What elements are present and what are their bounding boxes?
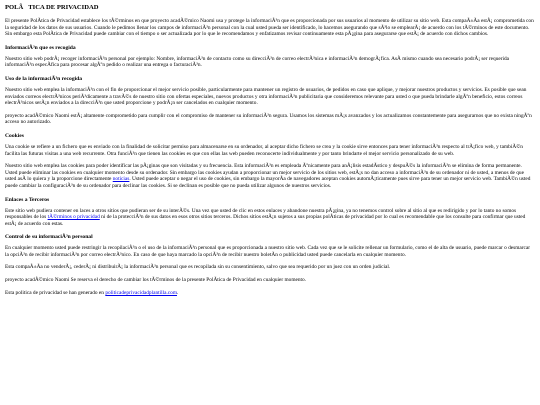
section-heading-cookies: Cookies	[5, 132, 24, 139]
footer-text: Esta politica de privacidad se han generado en	[5, 289, 106, 296]
intro-paragraph: El presente PolÃtica de Privacidad establece los tÃ©rminos en que proyecto acadÃ©mico Naomi usa y protege la informaciÃ³n que es proporcionada por sus usuarios al momento de utilizar su sitio web. Esta compaÃ±Ãa estÃ¡ comprometida con la seguridad de los datos de sus usuarios. Cuando le pedimos llenar los campos de informaciÃ³n personal con la cual usted pueda ser identificado, lo hacemos asegurando que sÃ³lo se emplearÃ¡ de acuerdo con los tÃ©rminos de este documento. Sin embargo esta PolÃtica de Privacidad puede cambiar con el tiempo o ser actualizada por lo que le recomendamos y enfatizamos revisar continuamente esta pÃ¡gina para asegurarse que estÃ¡ de acuerdo con dichos cambios.	[5, 18, 534, 38]
section-heading-personal-control: Control de su informaciÃ³n personal	[5, 234, 93, 241]
cookies-usage-text-end: . Usted puede aceptar o negar el uso de cookies, sin embargo la mayorÃa de navegadores aceptan cookies automÃ¡ticamente pues sirve para tener un mejor servicio web. TambiÃ©n usted puede cambiar la configuraciÃ³n de su ordenador para declinar las cookies. Si se declinan es posible que no pueda utilizar algunos de nuestros servicios.	[5, 176, 531, 189]
info-collected-paragraph: Nuestro sitio web podrÃ¡ recoger informaciÃ³n personal por ejemplo: Nombre, informaciÃ³n de contacto como su direcciÃ³n de correo electrÃ³nica e informaciÃ³n demogrÃ¡fica. AsÃ mismo cuando sea necesario podrÃ¡ ser requerida informaciÃ³n especÃfica para procesar algÃºn pedido o realizar una entrega o facturaciÃ³n.	[5, 55, 510, 69]
section-heading-info-collected: InformaciÃ³n que es recogida	[5, 44, 76, 51]
security-paragraph: proyecto acadÃ©mico Naomi estÃ¡ altamente comprometido para cumplir con el compromiso de mantener su informaciÃ³n segura. Usamos los sistemas mÃ¡s avanzados y los actualizamos constantemente para asegurarnos que no exista ningÃºn acceso no autorizado.	[5, 112, 532, 126]
personal-control-paragraph: En cualquier momento usted puede restringir la recopilaciÃ³n o el uso de la informaciÃ³n personal que es proporcionada a nuestro sitio web. Cada vez que se le solicite rellenar un formulario, como el de alta de usuario, puede marcar o desmarcar la opciÃ³n de recibir informaciÃ³n por correo electrÃ³nico. En caso de que haya marcado la opciÃ³n de recibir nuestro boletÃn o publicidad usted puede cancelarla en cualquier momento.	[5, 245, 531, 258]
section-heading-third-party-links: Enlaces a Terceros	[5, 196, 50, 203]
third-party-text-end: ni de la protecciÃ³n de sus datos en esos otros sitios terceros. Dichos sitios estÃ¡n sujetos a sus propias polÃticas de privacidad por lo cual es recomendable que los consulte para confirmar que usted estÃ¡ de acuerdo con estas.	[5, 214, 526, 227]
policy-change-paragraph: proyecto acadÃ©mico Naomi Se reserva el derecho de cambiar los tÃ©rminos de la presente PolÃtica de Privacidad en cualquier momento.	[5, 277, 307, 284]
noticias-link[interactable]: noticias	[112, 176, 130, 183]
third-party-text: Este sitio web pudiera contener en laces a otros sitios que pudieran ser de su interÃ©s. Una vez que usted de clic en estos enlaces y abandone nuestra pÃ¡gina, ya no tenemos control sobre al sitio al que es redirigido y por lo tanto no somos responsables de los	[5, 207, 517, 221]
info-use-paragraph: Nuestro sitio web emplea la informaciÃ³n con el fin de proporcionar el mejor servicio posible, particularmente para mantener un registro de usuarios, de pedidos en caso que aplique, y mejorar nuestros productos y servicios. Es posible que sean enviados correos electrÃ³nicos periÃ³dicamente a travÃ©s de nuestro sitio con ofertas especiales, nuevos productos y otra informaciÃ³n publicitaria que consideremos relevante para usted o que pueda brindarle algÃºn beneficio, estos correos electrÃ³nicos serÃ¡n enviados a la direcciÃ³n que usted proporcione y podrÃ¡n ser cancelados en cualquier momento.	[5, 86, 527, 107]
generator-footer	[5, 290, 535, 297]
cookies-usage-paragraph	[5, 163, 535, 189]
no-sale-paragraph: Esta compaÃ±Ãa no venderÃ¡, cederÃ¡ ni distribuirÃ¡ la informaciÃ³n personal que es recopilada sin su consentimiento, salvo que sea requerido por un juez con un orden judicial.	[5, 264, 391, 271]
section-heading-info-use: Uso de la informaciÃ³n recogida	[5, 75, 83, 82]
third-party-paragraph	[5, 208, 535, 228]
footer-end: .	[176, 289, 179, 296]
cookies-paragraph: Una cookie se refiere a un fichero que es enviado con la finalidad de solicitar permiso para almacenarse en su ordenador, al aceptar dicho fichero se crea y la cookie sirve entonces para tener informaciÃ³n respecto al trÃ¡fico web, y tambiÃ©n facilita las futuras visitas a una web recurrente. Otra funciÃ³n que tienen las cookies es que con ellas las web pueden reconocerte individualmente y por tanto brindarte el mejor servicio personalizado de su web.	[5, 143, 523, 157]
terms-privacy-link[interactable]: tÃ©rminos o privacidad	[47, 214, 100, 221]
page-title: POLÃ TICA DE PRIVACIDAD	[5, 4, 99, 11]
generator-link[interactable]: politicadeprivacidadplantilla.com	[105, 289, 177, 296]
cookies-usage-text: Nuestro sitio web emplea las cookies para poder identificar las pÃ¡ginas que son visitadas y su frecuencia. Esta informaciÃ³n es empleada Ãºnicamente para anÃ¡lisis estadÃstico y despuÃ©s la informaciÃ³n se elimina de forma permanente. Usted puede eliminar las cookies en cualquier momento desde su ordenador. Sin embargo las cookies ayudan a proporcionar un mejor servicio de los sitios web, estÃ¡s no dan acceso a informaciÃ³n de su ordenador ni de usted, a menos de que usted asÃ lo quiera y la proporcione directamente	[5, 163, 524, 183]
